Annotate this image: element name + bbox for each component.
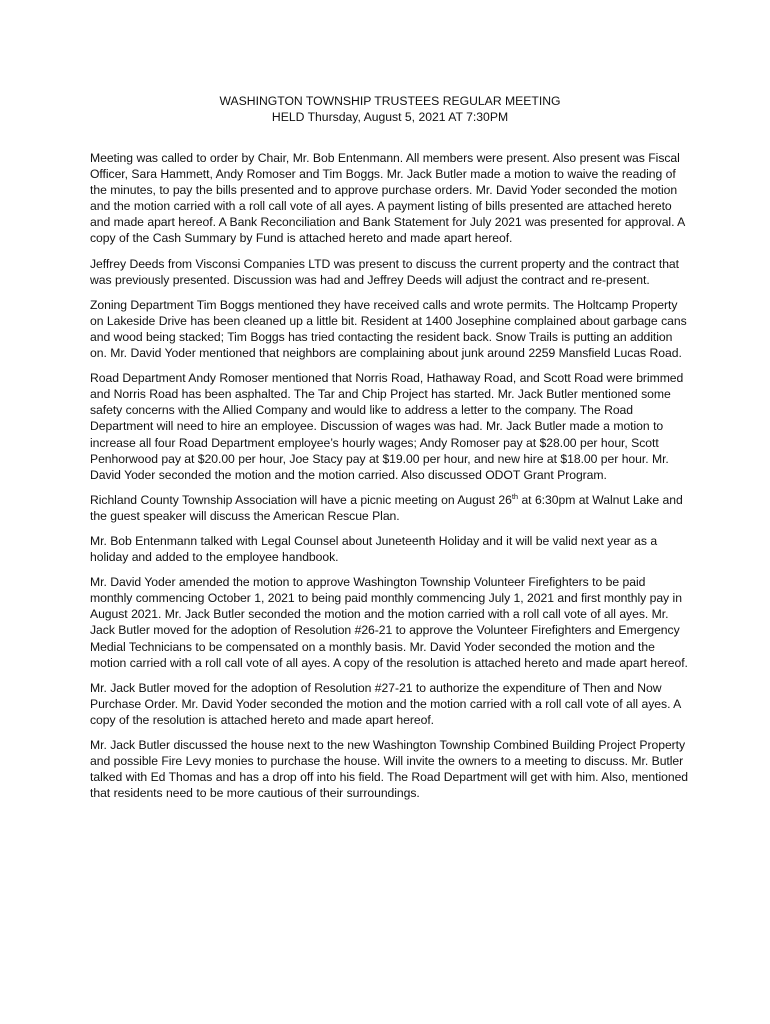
document-title: WASHINGTON TOWNSHIP TRUSTEES REGULAR MEETING <box>219 94 561 108</box>
paragraph-township-association <box>90 492 690 524</box>
paragraph-call-to-order: Meeting was called to order by Chair, Mr. Bob Entenmann. All members were present. Also present was Fiscal Officer, Sara Hammett, Andy Romoser and Tim Boggs. Mr. Jack Butler made a motion to waive the reading of the minutes, to pay the bills presented and to approve purchase orders. Mr. David Yoder seconded the motion and the motion carried with a roll call vote of all ayes. A payment listing of bills presented are attached hereto and made apart hereof. A Bank Reconciliation and Bank Statement for July 2021 was presented for approval. A copy of the Cash Summary by Fund is attached hereto and made apart hereof. <box>90 151 685 246</box>
picnic-text-start: Richland County Township Association will have a picnic meeting on August 26 <box>90 492 512 507</box>
picnic-text-end: at 6:30pm at Walnut Lake and the guest speaker will discuss the American Rescue Plan. <box>90 492 683 523</box>
document-subtitle: HELD Thursday, August 5, 2021 AT 7:30PM <box>271 110 509 124</box>
paragraph-firefighters: Mr. David Yoder amended the motion to approve Washington Township Volunteer Firefighters to be paid monthly commencing October 1, 2021 to being paid monthly commencing July 1, 2021 and first monthly pay in August 2021. Mr. Jack Butler seconded the motion and the motion carried with a roll call vote of all ayes. Mr. Jack Butler moved for the adoption of Resolution #26-21 to approve the Volunteer Firefighters and Emergency Medial Technicians to be compensated on a monthly basis. Mr. David Yoder seconded the motion and the motion carried with a roll call vote of all ayes. A copy of the resolution is attached hereto and made apart hereof. <box>90 575 688 670</box>
paragraph-zoning: Zoning Department Tim Boggs mentioned they have received calls and wrote permits. The Holtcamp Property on Lakeside Drive has been cleaned up a little bit. Resident at 1400 Josephine complained about garbage cans and wood being stacked; Tim Boggs has tried contacting the resident back. Snow Trails is putting an addition on. Mr. David Yoder mentioned that neighbors are complaining about junk around 2259 Mansfield Lucas Road. <box>90 297 687 361</box>
document-page <box>90 93 690 810</box>
ordinal-suffix: th <box>511 491 519 501</box>
document-header <box>90 93 690 125</box>
paragraph-road-department: Road Department Andy Romoser mentioned that Norris Road, Hathaway Road, and Scott Road were brimmed and Norris Road has been asphalted. The Tar and Chip Project has started. Mr. Jack Butler mentioned some safety concerns with the Allied Company and would like to address a letter to the company. The Road Department will need to hire an employee. Discussion of wages was had. Mr. Jack Butler made a motion to increase all four Road Department employee’s hourly wages; Andy Romoser pay at $28.00 per hour, Scott Penhorwood pay at $20.00 per hour, Joe Stacy pay at $19.00 per hour, and new hire at $18.00 per hour. Mr. David Yoder seconded the motion and the motion carried. Also discussed ODOT Grant Program. <box>90 371 684 482</box>
paragraph-house-purchase: Mr. Jack Butler discussed the house next to the new Washington Township Combined Building Project Property and possible Fire Levy monies to purchase the house. Will invite the owners to a meeting to discuss. Mr. Butler talked with Ed Thomas and has a drop off into his field. The Road Department will get with him. Also, mentioned that residents need to be more cautious of their surroundings. <box>90 738 689 801</box>
paragraph-juneteenth: Mr. Bob Entenmann talked with Legal Counsel about Juneteenth Holiday and it will be valid next year as a holiday and added to the employee handbook. <box>90 533 658 565</box>
paragraph-visconsi: Jeffrey Deeds from Visconsi Companies LTD was present to discuss the current property and the contract that was previously presented. Discussion was had and Jeffrey Deeds will adjust the contract and re-present. <box>90 256 679 287</box>
paragraph-resolution-27-21: Mr. Jack Butler moved for the adoption of Resolution #27-21 to authorize the expenditure of Then and Now Purchase Order. Mr. David Yoder seconded the motion and the motion carried with a roll call vote of all ayes. A copy of the resolution is attached hereto and made apart hereof. <box>90 680 681 727</box>
